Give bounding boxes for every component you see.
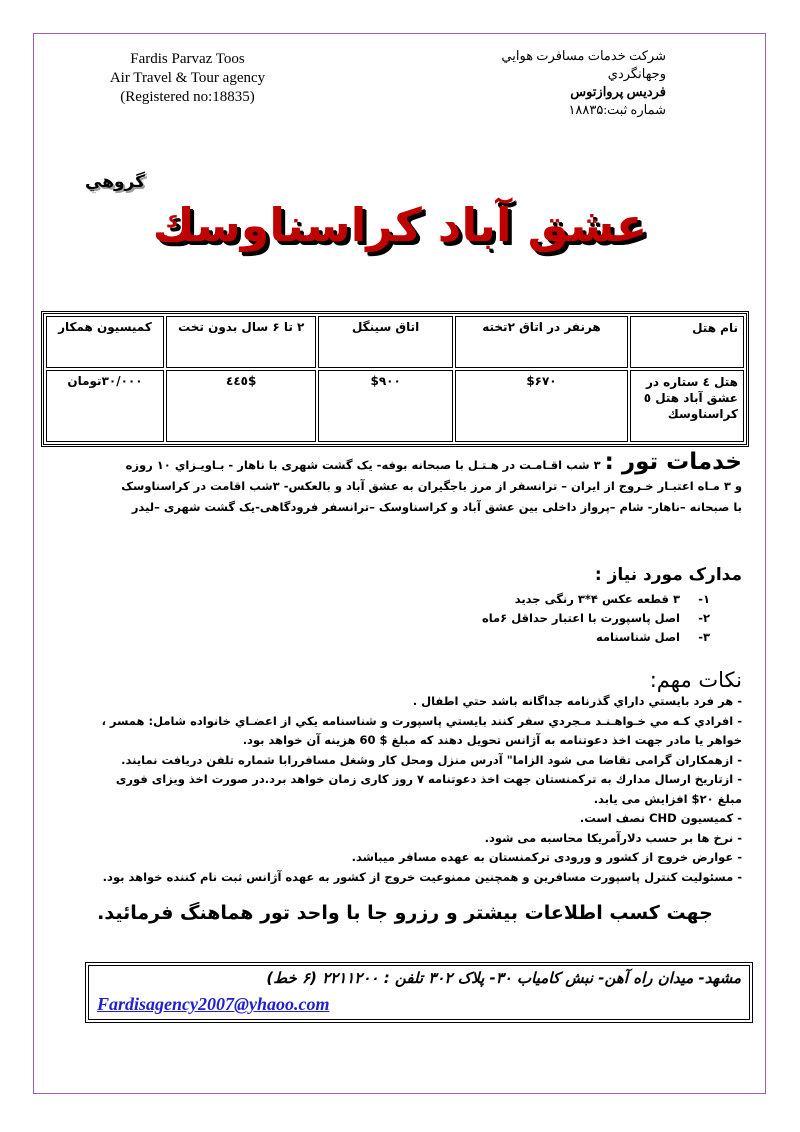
agency-header-english xyxy=(80,50,295,107)
cell-child-price: $٤٤٥ xyxy=(166,370,317,442)
agency-type-en: Air Travel & Tour agency xyxy=(109,70,266,86)
note-line: - افرادي كـه مي خـواهـنـد مـجردي سفر كنند بايستي پاسپورت و شناسنامه يكي از اعضـاي خانواده شامل: همسر ، xyxy=(101,713,742,728)
item-number: ۱- xyxy=(698,592,710,606)
header-commission: كميسيون همكار xyxy=(46,316,164,368)
agency-type-fa: شركت خدمات مسافرت هوايي وجهانگردي xyxy=(501,48,666,81)
services-line-3: با صبحانه –ناهار- شام –پرواز داخلی بین عشق آباد و كراسناوسک –ترانسفر فرودگاهی-یک گشت شهری –لیدر xyxy=(131,500,742,514)
header-child-no-bed: ۲ تا ۶ سال بدون تخت xyxy=(166,316,317,368)
documents-list xyxy=(420,590,710,647)
contact-message: جهت كسب اطلاعات بيشتر و رزرو جا با واحد تور هماهنگ فرمائيد. xyxy=(97,902,713,924)
contact-box xyxy=(88,965,750,1020)
tour-title: عشق آباد كراسناوسك xyxy=(152,198,648,252)
email-link[interactable]: Fardisagency2007@yhaoo.com xyxy=(97,994,330,1014)
services-heading: خدمات تور : xyxy=(604,449,742,475)
registration-no-en: (Registered no:18835) xyxy=(120,89,255,105)
agency-header-persian xyxy=(470,47,666,119)
cell-commission: ۳۰/۰۰۰تومان xyxy=(46,370,164,442)
note-line: - ازتاريخ ارسال مدارك به تركمنستان جهت اخذ دعوتنامه ۷ روز كاری زمان خواهد برد.در صورت اخذ ويزای فوری xyxy=(115,772,742,786)
note-line: مبلغ ۲۰$ افزايش می يابد. xyxy=(593,791,742,806)
notes-list xyxy=(50,692,742,887)
agency-name-en: Fardis Parvaz Toos xyxy=(130,51,245,67)
note-line: - هر فرد بايستي داراي گذرنامه جداگانه باشد حتي اطفال . xyxy=(412,694,742,708)
cell-single-price: $۹۰۰ xyxy=(318,370,452,442)
cell-double-price: $۶۷۰ xyxy=(455,370,628,442)
header-single-room: اتاق سینگل xyxy=(318,316,452,368)
registration-no-fa: شماره ثبت:۱۸۸۳۵ xyxy=(568,102,666,117)
header-double-room: هرنفر در اتاق ۲تخته xyxy=(455,316,628,368)
documents-heading: مدارک مورد نياز : xyxy=(594,565,742,585)
item-text: اصل پاسپورت با اعتبار حداقل ۶ماه xyxy=(481,611,680,625)
group-label: گروهي xyxy=(85,172,146,192)
list-item xyxy=(420,628,710,647)
item-number: ۲- xyxy=(698,611,710,625)
note-line: - ازهمكاران گرامی تقاضا می شود الزاما" آدرس منزل ومحل كار وشغل مسافررابا شماره تلفن دريافت نمايند. xyxy=(121,752,742,767)
note-line: - نرخ ها بر حسب دلارآمريكا محاسبه می شود. xyxy=(484,830,742,845)
notes-heading: نکات مهم: xyxy=(649,668,742,692)
price-table-header xyxy=(46,316,744,368)
list-item xyxy=(420,590,710,609)
note-line: - عوارض خروج از كشور و ورودی تركمنستان به عهده مسافر ميباشد. xyxy=(351,850,742,864)
item-text: ۳ قطعه عکس ۴*۳ رنگی جدید xyxy=(514,592,680,606)
price-table-row xyxy=(46,370,744,442)
agency-name-fa: فرديس پروازتوس xyxy=(570,84,666,99)
item-text: اصل شناسنامه xyxy=(595,630,680,644)
tour-services xyxy=(42,449,742,518)
services-line-2: و ۳ مـاه اعتبـار خـروج از ایران – ترانسفر از مرز باجگیران به عشق آباد و بالعکس- ۳شب اقامت در کراسناوسک xyxy=(121,479,742,493)
page-border xyxy=(33,33,766,1094)
note-line: خواهر يا مادر جهت اخذ دعوتنامه به آژانس تحويل دهند كه مبلغ $ 60 هزينه آن خواهد بود. xyxy=(242,733,742,747)
address-phone: مشهد- ميدان راه آهن- نبش كامياب ۳۰- پلاک ۳۰۲ تلفن : ۲۲۱۱۲۰۰ (۶ خط) xyxy=(266,969,741,987)
note-line: - مسئوليت كنترل پاسپورت مسافرين و همچنين ممنوعيت خروج از كشور به عهده آژانس ثبت نام كننده خواهد بود. xyxy=(102,869,742,884)
services-line-1: ۳ شب اقـامـت در هـتـل با صبحانه بوفه- يک گشت شهری با ناهار - بـاويـزاي ۱۰ روزه xyxy=(125,458,601,472)
cell-hotel: هتل ٤ ستاره در عشق آباد هتل ٥ كراسناوسك xyxy=(630,370,744,442)
price-table xyxy=(41,311,749,447)
item-number: ۳- xyxy=(698,630,710,644)
note-line: - كميسيون CHD نصف است. xyxy=(579,811,742,825)
header-hotel-name: نام هتل xyxy=(630,316,744,368)
list-item xyxy=(420,609,710,628)
